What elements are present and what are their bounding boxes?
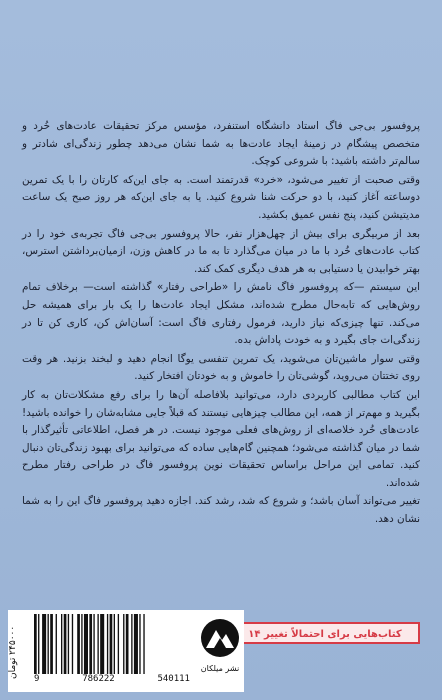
- barcode: [32, 614, 192, 674]
- barcode-bar: [110, 614, 113, 674]
- publisher-name: نشر میلکان: [200, 664, 240, 673]
- barcode-bar: [126, 614, 129, 674]
- blurb-paragraph: این کتاب مطالبی کاربردی دارد، می‌توانید بلافاصله آن‌ها را برای رفع مشکلات‌تان به کار بگیرید و مهم‌تر از همه، این مطالب چیزهایی نیستند که قبلاً جایی مشابه‌شان را خوانده باشید! عادت‌های خُرد خلاصه‌ای از روش‌های فعلی موجود نیست. در هر فصل، اطلاعاتی تأثیرگذار با شما در میان گذاشته می‌شود؛ همچنین گام‌هایی ساده که می‌توانید برای بهبود زندگی‌تان دنبال کنید. تمامی این مراحل براساس تحقیقات نوین پروفسور فاگ در طراحی رفتار مطرح شده‌اند.: [22, 388, 420, 489]
- barcode-bar: [84, 614, 88, 674]
- barcode-bar: [131, 614, 132, 674]
- isbn-digit-group: 9: [34, 674, 40, 684]
- barcode-bar: [118, 614, 119, 674]
- barcode-bar: [61, 614, 62, 674]
- barcode-bar: [123, 614, 124, 674]
- barcode-bar: [89, 614, 92, 674]
- barcode-bar: [139, 614, 140, 674]
- blurb-paragraph: پروفسور بی‌جی فاگ استاد دانشگاه استنفرد، مؤسس مرکز تحقیقات عادت‌های خُرد و متخصص پیشگام در زمینهٔ ایجاد عادت‌ها به شما نشان می‌دهد چطور زندگی‌ای شادتر و سالم‌تر داشته باشید: با شروعی کوچک.: [22, 120, 420, 168]
- barcode-bar: [93, 614, 94, 674]
- barcode-bar: [50, 614, 53, 674]
- blurb-paragraph: بعد از مربیگری برای بیش از چهل‌هزار نفر، حالا پروفسور بی‌جی فاگ تجربه‌ی خود را در کتاب عادت‌های خُرد با ما در میان می‌گذارد تا به ما در کاهش وزن، ازمیان‌برداشتن استرس، بهتر خوابیدن یا دستیابی به هر هدف دیگری کمک کند.: [22, 227, 420, 275]
- isbn-digit-group: 786222: [82, 674, 115, 684]
- blurb-paragraph: این سیستم —که پروفسور فاگ نامش را «طراحی رفتار» گذاشته است— برخلاف تمام روش‌هایی که تابه‌حال مطرح شده‌اند، مشکل ایجاد عادت‌ها را یک بار برای همیشه حل می‌کند. تنها چیزی‌که نیاز دارید، فرمول رفتاری فاگ است: آسان‌اش کن، کاری کن تا در زندگی‌ات جای بگیرد و به خودت پاداش بده.: [22, 281, 420, 347]
- blurb-paragraph: وقتی صحبت از تغییر می‌شود، «خرد» قدرتمند است. به جای این‌که کارتان را با یک تمرین دوساعته آغاز کنید، با دو حرکت شنا شروع کنید. یا به جای این‌که هر روز صبح یک ساعت مدیتیشن کنید، پنج نفس عمیق بکشید.: [22, 173, 420, 221]
- barcode-bar: [134, 614, 138, 674]
- barcode-bar: [107, 614, 108, 674]
- barcode-bar: [48, 614, 49, 674]
- mountain-logo-icon: [200, 616, 240, 662]
- barcode-bar: [77, 614, 80, 674]
- blurb-paragraph: تغییر می‌تواند آسان باشد؛ و شروع که شد، رشد کند. اجازه دهید پروفسور فاگ این را به شما نشان دهد.: [22, 495, 420, 526]
- barcode-bar: [81, 614, 82, 674]
- barcode-bar: [42, 614, 46, 674]
- barcode-bar: [38, 614, 39, 674]
- barcode-bar: [100, 614, 104, 674]
- series-banner: کتاب‌هایی برای احتمالاً تغییر ۱۴: [230, 622, 420, 644]
- barcode-bar: [72, 614, 73, 674]
- isbn-digits: [32, 674, 192, 688]
- barcode-bar: [64, 614, 67, 674]
- barcode-bar: [143, 614, 144, 674]
- barcode-bar: [97, 614, 98, 674]
- blurb-paragraph: وقتی سوار ماشین‌تان می‌شوید، یک تمرین تنفسی یوگا انجام دهید و لبخند بزنید. هر وقت روی تختتان می‌روید، گوشی‌تان را خاموش و به خودتان افتخار کنید.: [22, 352, 420, 383]
- barcode-panel: [8, 610, 244, 692]
- publisher-logo: [198, 616, 242, 690]
- barcode-bar: [56, 614, 57, 674]
- price-label: ۲۴۵۰۰۰ تومان: [8, 625, 18, 679]
- barcode-bar: [114, 614, 115, 674]
- barcode-bar: [68, 614, 69, 674]
- blurb-text: [22, 118, 420, 530]
- barcode-bar: [34, 614, 37, 674]
- isbn-digit-group: 540111: [157, 674, 190, 684]
